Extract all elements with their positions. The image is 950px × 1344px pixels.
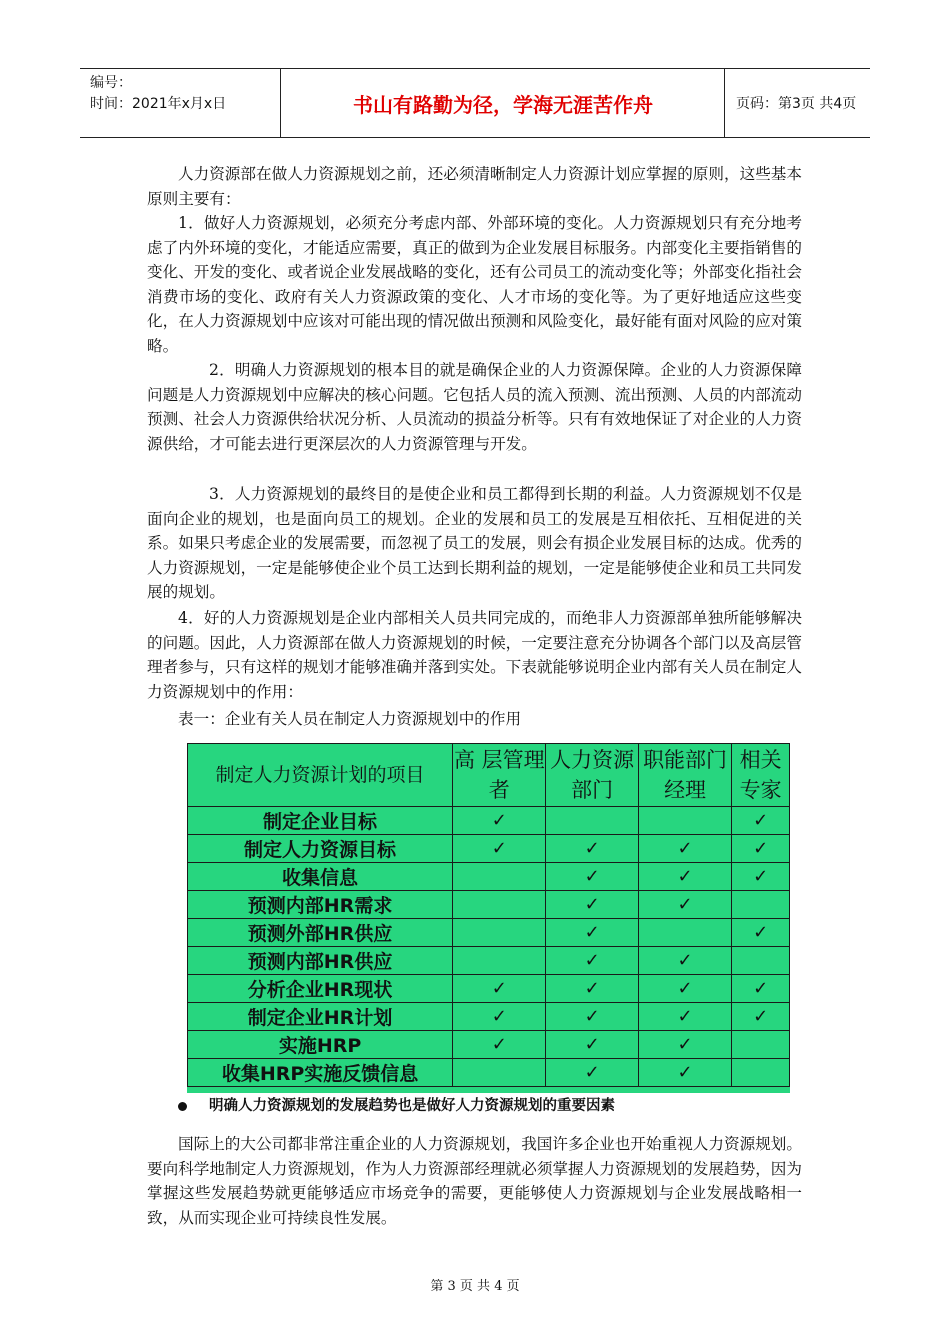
table-row — [188, 1059, 790, 1087]
check-cell: ✓ — [453, 1003, 546, 1031]
table-row — [188, 1031, 790, 1059]
check-cell: ✓ — [638, 891, 731, 919]
check-cell: ✓ — [732, 975, 790, 1003]
check-cell: ✓ — [638, 947, 731, 975]
check-cell: ✓ — [732, 835, 790, 863]
table-row — [188, 947, 790, 975]
check-cell: ✓ — [732, 807, 790, 835]
header-item: 制定人力资源计划的项目 — [188, 744, 453, 807]
page-header — [80, 68, 870, 138]
check-cell: ✓ — [453, 835, 546, 863]
roles-table-panel — [187, 743, 790, 1093]
header-hr-department: 人力资源部门 — [546, 744, 638, 807]
row-item-label: 预测内部HR供应 — [188, 947, 453, 975]
row-item-label: 收集HRP实施反馈信息 — [188, 1059, 453, 1087]
row-item-label: 预测内部HR需求 — [188, 891, 453, 919]
principle-4: 4．好的人力资源规划是企业内部相关人员共同完成的，而绝非人力资源部单独所能够解决的问题。因此，人力资源部在做人力资源规划的时候，一定要注意充分协调各个部门以及高层管理者参与，只有这样的规划才能够准确并落到实处。下表就能够说明企业内部有关人员在制定人力资源规划中的作用： — [147, 609, 802, 701]
table-row — [188, 863, 790, 891]
check-cell — [546, 807, 638, 835]
row-item-label: 分析企业HR现状 — [188, 975, 453, 1003]
bullet-icon — [178, 1102, 187, 1111]
intro-paragraph: 人力资源部在做人力资源规划之前，还必须清晰制定人力资源计划应掌握的原则，这些基本原则主要有： — [147, 165, 802, 208]
check-cell — [732, 947, 790, 975]
table-caption: 表一：企业有关人员在制定人力资源规划中的作用 — [178, 710, 522, 728]
table-row — [188, 1003, 790, 1031]
closing-paragraph: 国际上的大公司都非常注重企业的人力资源规划，我国许多企业也开始重视人力资源规划。要向科学地制定人力资源规划，作为人力资源部经理就必须掌握人力资源规划的发展趋势，因为掌握这些发展趋势就更能够适应市场竞争的需要，更能够使人力资源规划与企业发展战略相一致，从而实现企业可持续良性发展。 — [147, 1135, 802, 1227]
check-cell: ✓ — [638, 975, 731, 1003]
check-cell: ✓ — [546, 947, 638, 975]
check-cell: ✓ — [546, 919, 638, 947]
check-cell — [453, 947, 546, 975]
row-item-label: 收集信息 — [188, 863, 453, 891]
check-cell — [453, 1059, 546, 1087]
table-row — [188, 919, 790, 947]
roles-table — [187, 743, 790, 1087]
principle-1: 1．做好人力资源规划，必须充分考虑内部、外部环境的变化。人力资源规划只有充分地考虑了内外环境的变化，才能适应需要，真正的做到为企业发展目标服务。内部变化主要指销售的变化、开发的变化、或者说企业发展战略的变化，还有公司员工的流动变化等；外部变化指社会消费市场的变化、政府有关人力资源政策的变化、人才市场的变化等。为了更好地适应这些变化，在人力资源规划中应该对可能出现的情况做出预测和风险变化，最好能有面对风险的应对策略。 — [147, 214, 802, 355]
header-experts: 相关专家 — [732, 744, 790, 807]
check-cell: ✓ — [546, 891, 638, 919]
row-item-label: 实施HRP — [188, 1031, 453, 1059]
check-cell — [732, 1059, 790, 1087]
table-row — [188, 975, 790, 1003]
check-cell: ✓ — [453, 975, 546, 1003]
page-footer: 第 3 页 共 4 页 — [430, 1279, 520, 1294]
check-cell — [638, 919, 731, 947]
check-cell — [453, 863, 546, 891]
header-senior-management: 高 层管理者 — [453, 744, 546, 807]
row-item-label: 制定企业HR计划 — [188, 1003, 453, 1031]
check-cell: ✓ — [732, 1003, 790, 1031]
check-cell: ✓ — [546, 1059, 638, 1087]
header-meta-cell — [80, 69, 281, 137]
check-cell — [732, 891, 790, 919]
header-functional-managers: 职能部门经理 — [638, 744, 731, 807]
principle-2: 2．明确人力资源规划的根本目的就是确保企业的人力资源保障。企业的人力资源保障问题是人力资源规划中应解决的核心问题。它包括人员的流入预测、流出预测、人员的内部流动预测、社会人力资源供给状况分析、人员流动的损益分析等。只有有效地保证了对企业的人力资源供给，才可能去进行更深层次的人力资源管理与开发。 — [147, 361, 802, 453]
check-cell — [453, 919, 546, 947]
check-cell: ✓ — [638, 1003, 731, 1031]
page-indicator: 页码：第3页 共4页 — [736, 96, 857, 112]
check-cell: ✓ — [546, 863, 638, 891]
table-row — [188, 891, 790, 919]
principle-3: 3．人力资源规划的最终目的是使企业和员工都得到长期的利益。人力资源规划不仅是面向企业的规划，也是面向员工的规划。企业的发展和员工的发展是互相依托、互相促进的关系。如果只考虑企业的发展需要，而忽视了员工的发展，则会有损企业发展目标的达成。优秀的人力资源规划，一定是能够使企业个员工达到长期利益的规划，一定是能够使企业和员工共同发展的规划。 — [147, 485, 802, 601]
check-cell: ✓ — [546, 1003, 638, 1031]
check-cell: ✓ — [732, 919, 790, 947]
bullet-heading: 明确人力资源规划的发展趋势也是做好人力资源规划的重要因素 — [178, 1094, 818, 1115]
check-cell: ✓ — [638, 863, 731, 891]
check-cell: ✓ — [453, 1031, 546, 1059]
check-cell: ✓ — [638, 1059, 731, 1087]
table-row — [188, 807, 790, 835]
check-cell — [732, 1031, 790, 1059]
check-cell: ✓ — [546, 1031, 638, 1059]
check-cell: ✓ — [638, 835, 731, 863]
check-cell: ✓ — [732, 863, 790, 891]
check-cell: ✓ — [453, 807, 546, 835]
check-cell: ✓ — [546, 835, 638, 863]
check-cell — [638, 807, 731, 835]
table-row — [188, 835, 790, 863]
row-item-label: 制定企业目标 — [188, 807, 453, 835]
table-header-row — [188, 744, 790, 807]
check-cell — [453, 891, 546, 919]
date-label: 时间：2021年x月x日 — [90, 96, 227, 112]
row-item-label: 制定人力资源目标 — [188, 835, 453, 863]
number-label: 编号： — [90, 75, 132, 91]
check-cell: ✓ — [546, 975, 638, 1003]
check-cell: ✓ — [638, 1031, 731, 1059]
motto: 书山有路勤为径，学海无涯苦作舟 — [282, 69, 725, 137]
row-item-label: 预测外部HR供应 — [188, 919, 453, 947]
